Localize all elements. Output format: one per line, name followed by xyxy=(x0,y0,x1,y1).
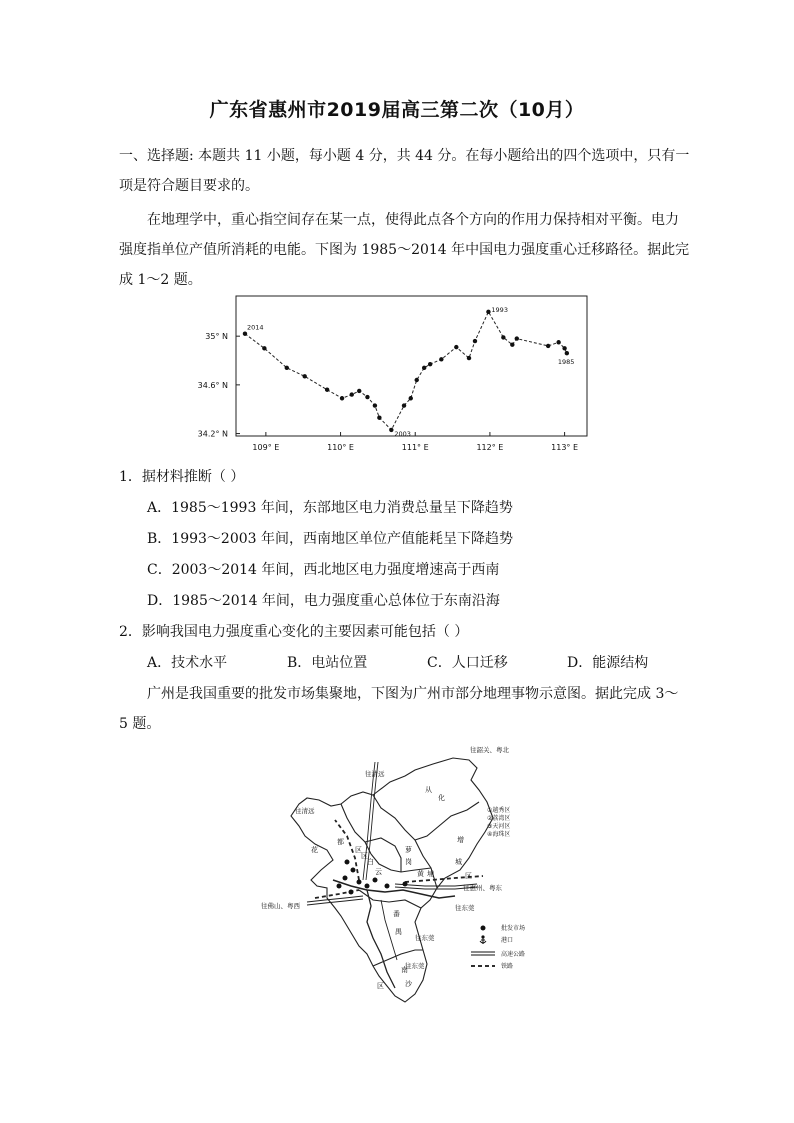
q2-stem: 2．影响我国电力强度重心变化的主要因素可能包括（ ） xyxy=(119,624,469,640)
map-legend xyxy=(471,924,525,970)
legend-port-icon xyxy=(480,935,486,944)
chart-labels-group xyxy=(247,306,574,438)
q2-option-a[interactable]: A．技术水平 xyxy=(147,655,228,671)
chart-point xyxy=(262,346,266,350)
area-char: 岗 xyxy=(405,858,412,866)
y-tick-label: 34.2° N xyxy=(197,429,228,439)
label-to-huizhou: 往惠州、粤东 xyxy=(463,884,502,892)
map-svg xyxy=(255,740,555,1012)
x-tick-label: 109° E xyxy=(252,443,280,452)
legend-port-label: 港口 xyxy=(501,937,514,944)
label-to-dongguan-3: 往东莞 xyxy=(405,962,425,970)
legend-railway-label: 铁路 xyxy=(501,963,514,970)
chart-frame xyxy=(236,296,587,436)
area-char: 黄 xyxy=(417,870,424,878)
chart-point xyxy=(486,310,490,314)
chart-point xyxy=(454,345,458,349)
label-to-qingyuan-1: 往清远 xyxy=(365,770,385,778)
q2-option-b[interactable]: B．电站位置 xyxy=(287,655,368,671)
market-dot xyxy=(385,884,390,889)
area-char: 增 xyxy=(457,836,464,844)
chart-points-group xyxy=(243,310,569,432)
section-heading-line1: 一、选择题: 本题共 11 小题，每小题 4 分，共 44 分。在每小题给出的四个选项中，只有一 xyxy=(119,148,690,164)
x-tick-label: 110° E xyxy=(327,443,354,452)
chart-point xyxy=(365,395,369,399)
intro1-line1: 在地理学中，重心指空间存在某一点，使得此点各个方向的作用力保持相对平衡。电力 xyxy=(147,212,679,228)
chart-point xyxy=(402,403,406,407)
area-char: 南 xyxy=(401,966,408,974)
page-title: 广东省惠州市2019届高三第二次（10月） xyxy=(209,99,585,121)
chart-point xyxy=(303,374,307,378)
map-outer-boundary xyxy=(291,758,493,1002)
chart-point xyxy=(325,388,329,392)
area-char: 番 xyxy=(393,910,400,918)
label-to-dongguan-1: 往东莞 xyxy=(455,904,475,912)
intro1-line2: 强度指单位产值所消耗的电能。下图为 1985～2014 年中国电力强度重心迁移路径。据此完 xyxy=(119,242,690,258)
chart-point xyxy=(546,344,550,348)
market-dot xyxy=(403,882,408,887)
label-to-foshan: 往佛山、粤西 xyxy=(261,902,300,910)
area-char: 区 xyxy=(355,846,362,854)
gravity-chart xyxy=(186,290,606,460)
area-char: 都 xyxy=(337,838,344,846)
q2-option-d[interactable]: D．能源结构 xyxy=(567,655,649,671)
chart-point-label: 1993 xyxy=(491,305,508,314)
chart-point xyxy=(565,351,569,355)
chart-point xyxy=(389,428,393,432)
chart-point xyxy=(501,335,505,339)
district-item: ④海珠区 xyxy=(487,831,511,838)
market-dot xyxy=(337,884,342,889)
chart-svg xyxy=(186,290,606,460)
highway-west-b xyxy=(307,899,363,905)
q1-option-c[interactable]: C．2003～2014 年间，西北地区电力强度增速高于西南 xyxy=(147,562,500,578)
x-tick-label: 112° E xyxy=(476,443,504,452)
area-char: 化 xyxy=(438,794,445,802)
chart-point xyxy=(409,396,413,400)
q1-option-b[interactable]: B．1993～2003 年间，西南地区单位产值能耗呈下降趋势 xyxy=(147,531,513,547)
chart-line-group xyxy=(245,312,567,430)
q1-option-d[interactable]: D．1985～2014 年间，电力强度重心总体位于东南沿海 xyxy=(147,593,500,609)
chart-axes xyxy=(198,332,578,452)
market-dot xyxy=(345,860,350,865)
area-char: 埔 xyxy=(427,870,434,878)
chart-point xyxy=(515,336,519,340)
boundary-conghua xyxy=(373,795,479,840)
area-char: 花 xyxy=(311,846,318,854)
chart-point xyxy=(467,356,471,360)
chart-point-label: 2003 xyxy=(394,429,411,438)
district-item: ③天河区 xyxy=(487,823,511,830)
y-tick-label: 34.6° N xyxy=(197,380,228,390)
chart-point xyxy=(415,378,419,382)
area-char: 城 xyxy=(455,858,462,866)
area-char: 萝 xyxy=(405,846,412,854)
chart-point-label: 2014 xyxy=(246,323,264,332)
area-char: 区 xyxy=(377,982,384,990)
market-dot xyxy=(365,884,370,889)
chart-point xyxy=(243,332,247,336)
chart-point xyxy=(510,342,514,346)
chart-point xyxy=(357,389,361,393)
chart-point xyxy=(285,366,289,370)
guangzhou-map xyxy=(255,740,555,1012)
intro1-line3: 成 1～2 题。 xyxy=(119,272,202,288)
area-char: 禺 xyxy=(395,928,402,936)
intro2-line1: 广州是我国重要的批发市场集聚地，下图为广州市部分地理事物示意图。据此完成 3～ xyxy=(147,686,679,702)
label-to-shaoguan: 往韶关、粤北 xyxy=(470,746,509,754)
y-tick-label: 35° N xyxy=(205,332,228,342)
market-dot xyxy=(373,878,378,883)
chart-point xyxy=(428,362,432,366)
area-char: 从 xyxy=(425,786,432,794)
district-item: ②荔湾区 xyxy=(487,815,511,822)
highway-west xyxy=(307,896,363,902)
market-dot xyxy=(351,868,356,873)
market-dot xyxy=(343,876,348,881)
legend-highway-label: 高速公路 xyxy=(501,951,526,958)
chart-point xyxy=(350,392,354,396)
market-dot xyxy=(357,880,362,885)
legend-highway-icon xyxy=(471,952,495,955)
section-heading-line2: 项是符合题目要求的。 xyxy=(119,178,259,194)
q1-option-a[interactable]: A．1985～1993 年间，东部地区电力消费总量呈下降趋势 xyxy=(147,500,513,516)
chart-point xyxy=(439,357,443,361)
chart-point xyxy=(556,340,560,344)
chart-point xyxy=(377,416,381,420)
q2-option-c[interactable]: C．人口迁移 xyxy=(427,655,508,671)
district-item: ①越秀区 xyxy=(487,807,511,814)
chart-point xyxy=(340,396,344,400)
chart-point xyxy=(422,366,426,370)
market-dot xyxy=(349,890,354,895)
label-to-dongguan-2: 往东莞 xyxy=(415,934,435,942)
legend-market-icon xyxy=(481,926,486,931)
label-to-qingyuan-2: 往清远 xyxy=(295,807,315,815)
x-tick-label: 113° E xyxy=(551,443,579,452)
q1-stem: 1．据材料推断（ ） xyxy=(119,469,245,485)
intro2-line2: 5 题。 xyxy=(119,716,161,732)
chart-point xyxy=(562,346,566,350)
area-char: 区 xyxy=(361,852,368,860)
chart-point xyxy=(473,339,477,343)
gravity-path-line xyxy=(245,312,567,430)
area-char: 云 xyxy=(375,868,382,876)
legend-market-label: 批发市场 xyxy=(501,925,526,932)
chart-point xyxy=(373,403,377,407)
area-char: 沙 xyxy=(405,980,412,988)
x-tick-label: 111° E xyxy=(401,443,429,452)
chart-point-label: 1985 xyxy=(557,358,575,367)
area-char: 白 xyxy=(367,858,374,866)
area-char: 区 xyxy=(465,872,472,880)
